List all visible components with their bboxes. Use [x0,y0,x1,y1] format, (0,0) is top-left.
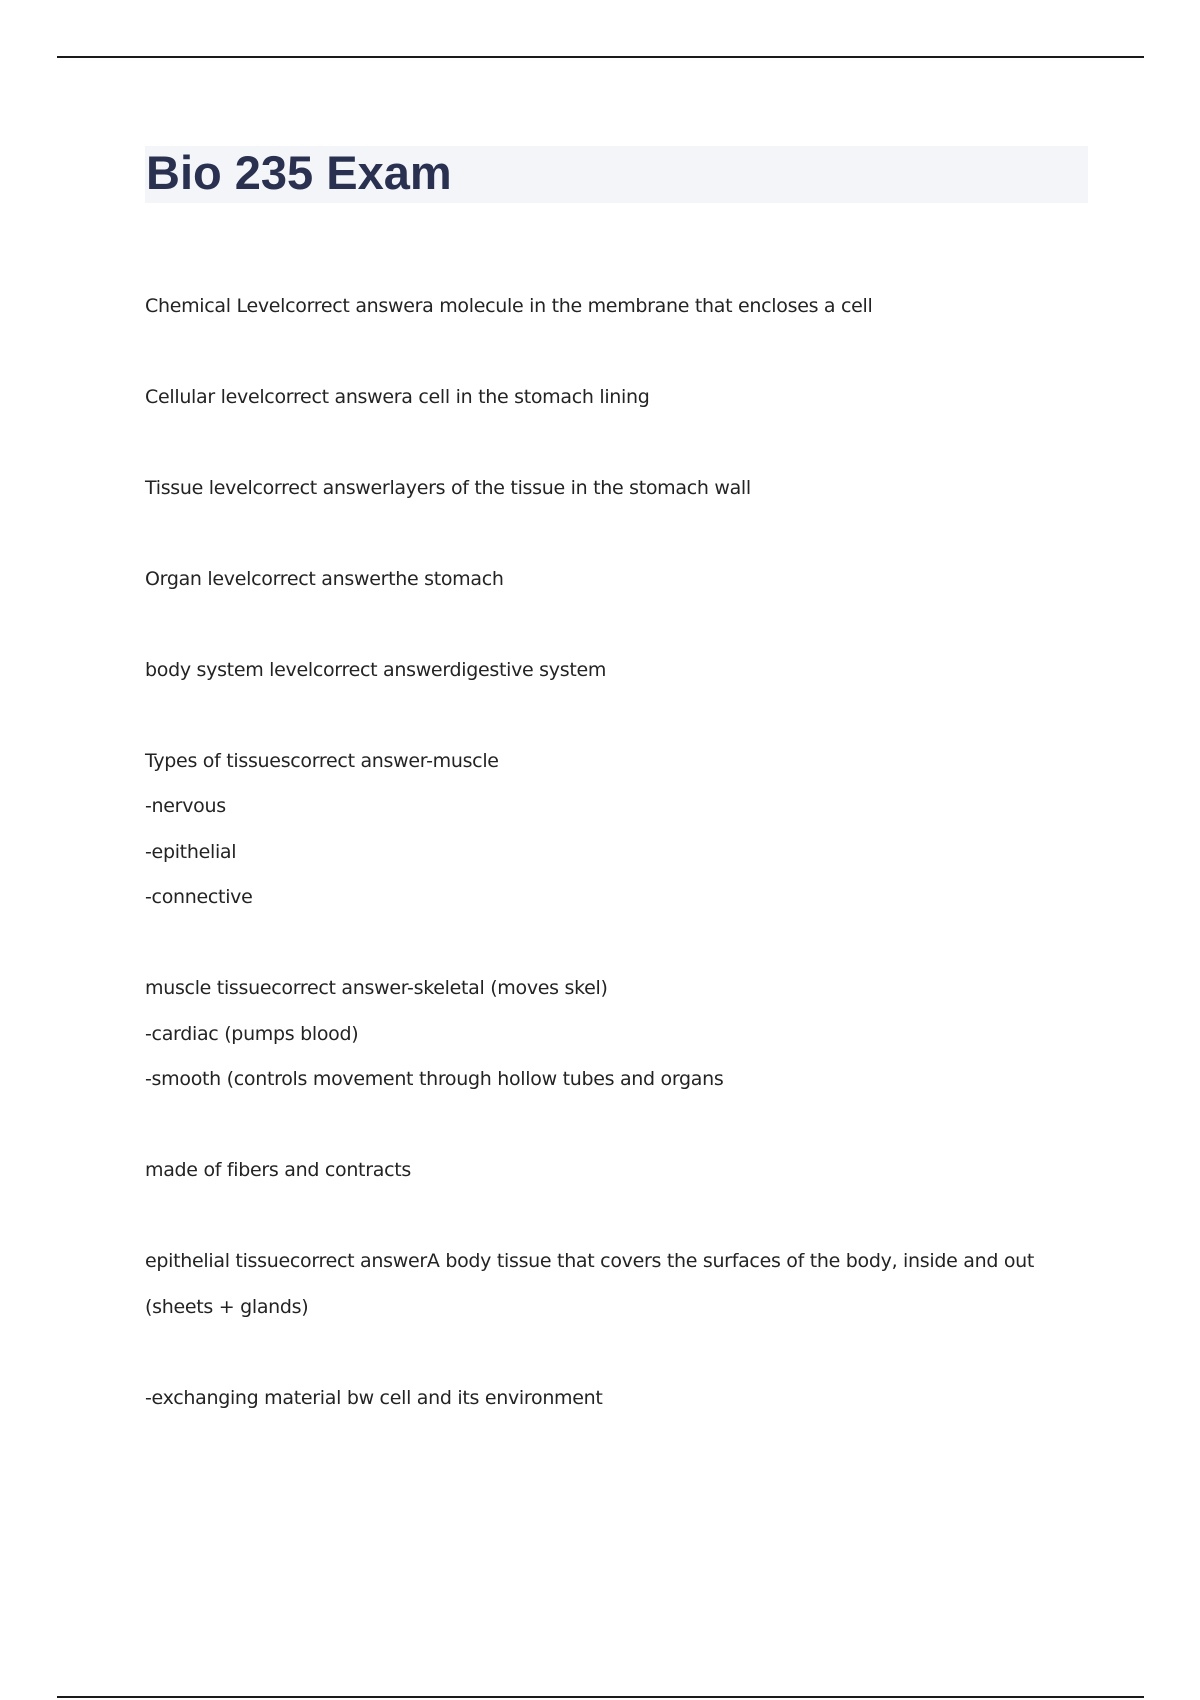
header-rule [57,56,1144,58]
entry-line: -exchanging material bw cell and its environment [145,1387,603,1409]
entry-line: (sheets + glands) [145,1296,309,1318]
entry-line: epithelial tissuecorrect answerA body tissue that covers the surfaces of the body, inside and out [145,1250,1035,1272]
entry-line: -cardiac (pumps blood) [145,1023,359,1045]
entry-line: Types of tissuescorrect answer-muscle [145,750,499,772]
entry-line: -epithelial [145,841,237,863]
document-title: Bio 235 Exam [146,146,452,199]
footer-rule [57,1696,1144,1698]
entry-line: -connective [145,886,253,908]
entry-line: -nervous [145,795,226,817]
entry-line: body system levelcorrect answerdigestive system [145,659,607,681]
entry-line: -smooth (controls movement through hollow tubes and organs [145,1068,724,1090]
entry-line: made of fibers and contracts [145,1159,411,1181]
entry-line: Chemical Levelcorrect answera molecule in the membrane that encloses a cell [145,295,873,317]
entry-line: Organ levelcorrect answerthe stomach [145,568,504,590]
entry-line: muscle tissuecorrect answer-skeletal (moves skel) [145,977,608,999]
entry-line: Tissue levelcorrect answerlayers of the tissue in the stomach wall [145,477,751,499]
entry-line: Cellular levelcorrect answera cell in the stomach lining [145,386,650,408]
